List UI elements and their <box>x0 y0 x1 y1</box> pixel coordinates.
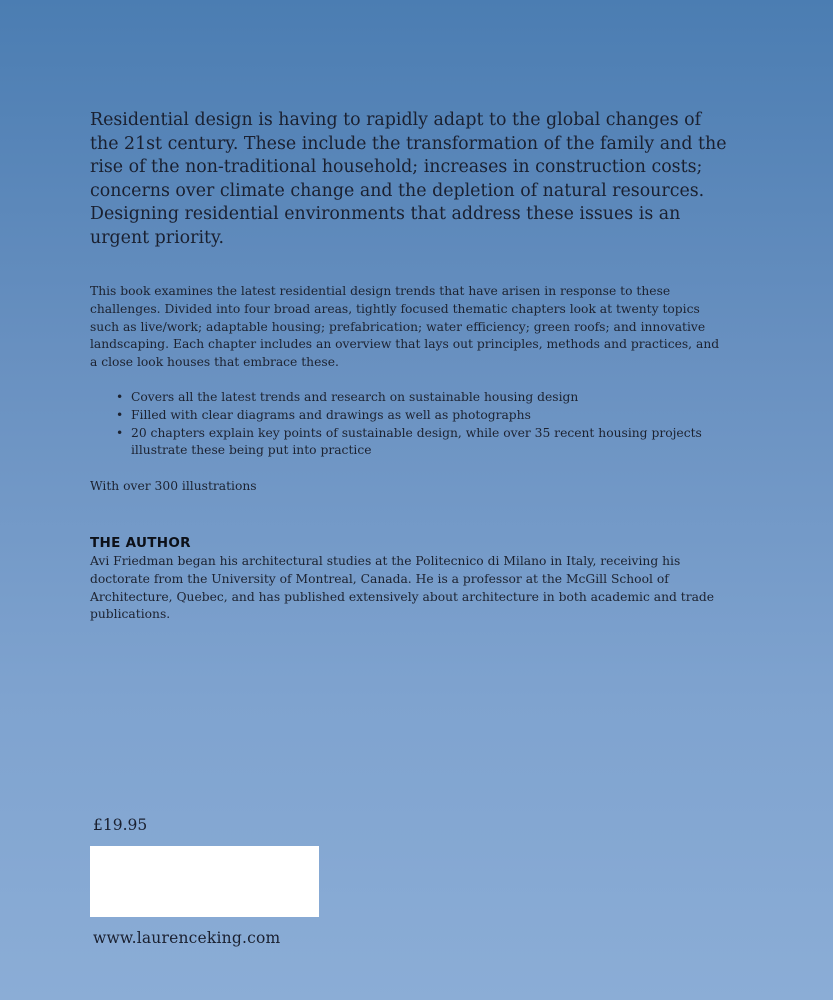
list-item <box>90 389 730 407</box>
bullet-icon: • <box>116 407 124 422</box>
feature-list <box>90 389 730 460</box>
website-url: www.laurenceking.com <box>93 929 281 947</box>
barcode-area <box>90 846 319 917</box>
list-item <box>90 407 730 425</box>
price: £19.95 <box>93 816 148 834</box>
bullet-icon: • <box>116 390 124 404</box>
list-item <box>90 425 730 461</box>
description-paragraph: This book examines the latest residential design trends that have arisen in response to these challenges. Divided into four broad areas, tightly focused thematic chapters look at twenty topics such as live/work; adaptable housing; prefabrication; water efficiency; green roofs; and innovative landscaping. Each chapter includes an overview that lays out principles, methods and practices, and a close look houses that embrace these. <box>90 284 720 370</box>
feature-text: 20 chapters explain key points of sustainable design, while over 35 recent housing projects illustrate these being put into practice <box>131 425 702 458</box>
bullet-icon: • <box>116 425 124 440</box>
lead-paragraph: Residential design is having to rapidly adapt to the global changes of the 21st century. These include the transformation of the family and the rise of the non-traditional household; increases in construction costs; concerns over climate change and the depletion of natural resources. Designing residential environments that address these issues is an urgent priority. <box>90 110 727 248</box>
author-bio: Avi Friedman began his architectural studies at the Politecnico di Milano in Italy, receiving his doctorate from the University of Montreal, Canada. He is a professor at the McGill School of Architecture, Quebec, and has published extensively about architecture in both academic and trade publications. <box>90 554 715 622</box>
feature-text: Filled with clear diagrams and drawings as well as photographs <box>131 407 531 422</box>
author-heading: THE AUTHOR <box>90 535 191 551</box>
feature-text: Covers all the latest trends and research on sustainable housing design <box>131 390 579 404</box>
illustrations-note: With over 300 illustrations <box>90 479 257 493</box>
